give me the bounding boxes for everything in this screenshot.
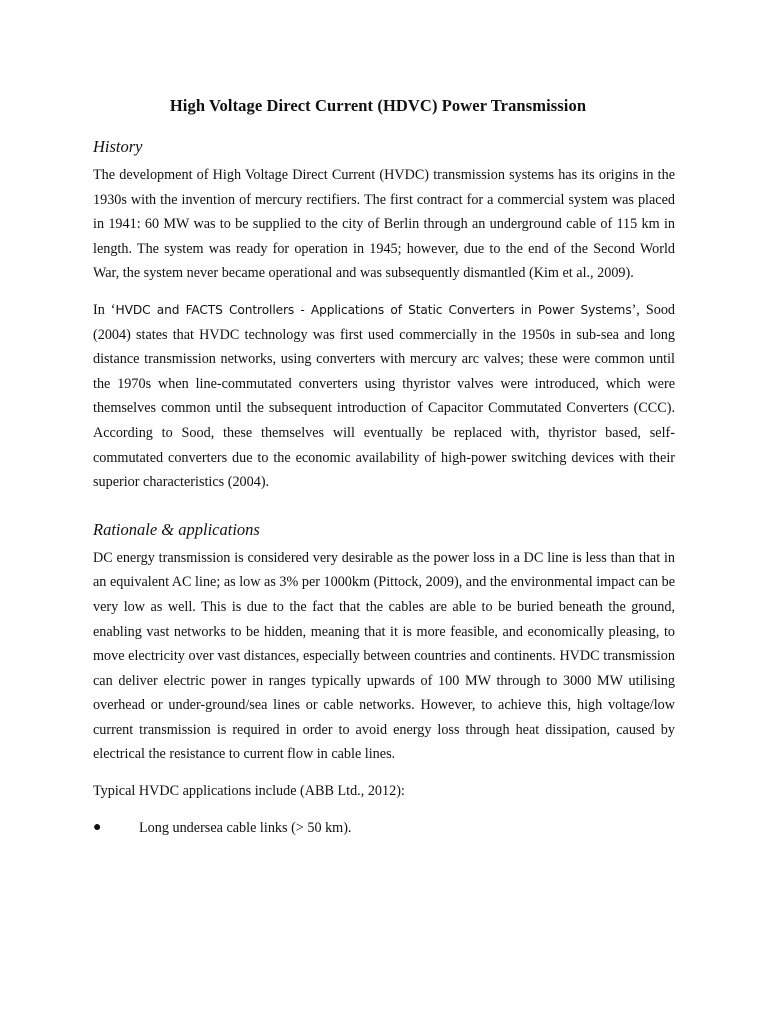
document-page <box>93 96 675 840</box>
cited-work-title: HVDC and FACTS Controllers - Applications of Static Converters in Power Systems <box>115 302 632 317</box>
history-paragraph-2 <box>93 298 675 495</box>
section-heading-history: History <box>93 137 143 156</box>
list-item-text: Long undersea cable links (> 50 km). <box>139 819 352 836</box>
history-paragraph-1: The development of High Voltage Direct Current (HVDC) transmission systems has its origins in the 1930s with the invention of mercury rectifiers. The first contract for a commercial system was placed in 1941: 60 MW was to be supplied to the city of Berlin through an underground cable of 115 km in length. The system was ready for operation in 1945; however, due to the end of the Second World War, the system never became operational and was subsequently dismantled (Kim et al., 2009). <box>93 167 675 282</box>
bullet-icon: ● <box>93 819 102 835</box>
quote-open: In ‘ <box>93 301 116 318</box>
section-heading-rationale: Rationale & applications <box>93 519 260 539</box>
rationale-paragraph-2: Typical HVDC applications include (ABB Ltd., 2012): <box>93 783 405 800</box>
applications-list <box>93 816 675 841</box>
quote-close: ’, <box>631 301 640 318</box>
document-title: High Voltage Direct Current (HDVC) Power Transmission <box>169 96 587 115</box>
list-item <box>93 816 675 841</box>
history-paragraph-2-text: Sood (2004) states that HVDC technology was first used commercially in the 1950s in sub-sea and long distance transmission networks, using converters with mercury arc valves; these were common until the 1970s when line-commutated converters using thyristor valves were introduced, which were themselves common until the subsequent introduction of Capacitor Commutated Converters (CCC). According to Sood, these themselves will eventually be replaced with, thyristor based, self-commutated converters due to the economic availability of high-power switching devices with their superior characteristics (2004). <box>93 301 676 491</box>
rationale-paragraph-1: DC energy transmission is considered very desirable as the power loss in a DC line is less than that in an equivalent AC line; as low as 3% per 1000km (Pittock, 2009), and the environmental impact can be very low as well. This is due to the fact that the cables are able to be buried beneath the ground, enabling vast networks to be hidden, meaning that it is more feasible, and economically pleasing, to move electricity over vast distances, especially between countries and continents. HVDC transmission can deliver electric power in ranges typically upwards of 100 MW through to 3000 MW utilising overhead or under-ground/sea lines or cable networks. However, to achieve this, high voltage/low current transmission is required in order to avoid energy loss through heat dissipation, caused by electrical the resistance to current flow in cable lines. <box>93 549 675 763</box>
